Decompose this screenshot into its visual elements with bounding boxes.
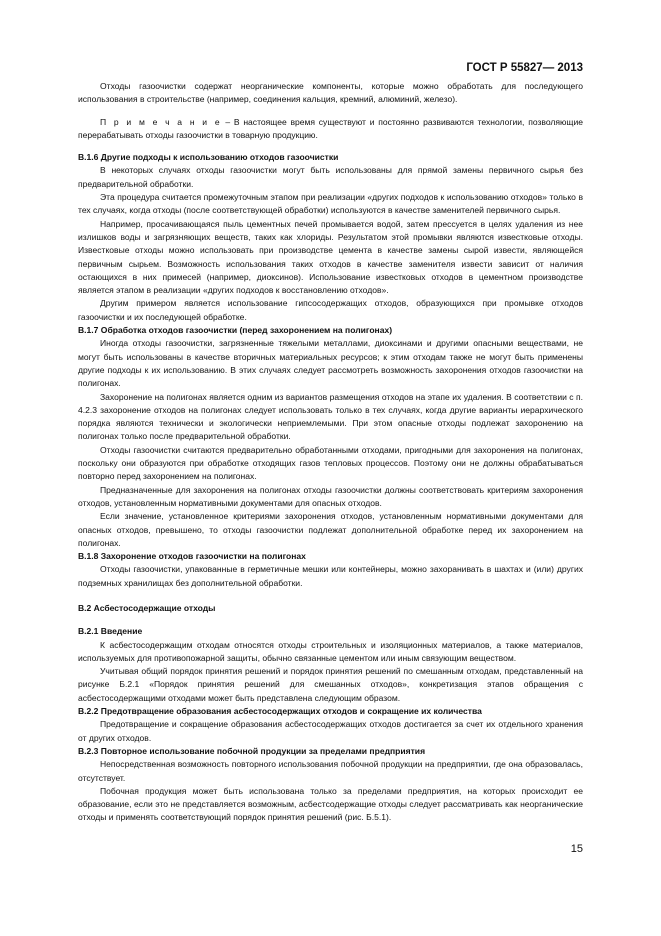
note-text: – В настоящее время существуют и постоянно развиваются технологии, позволяющие перерабатывать отходы газоочистки в товарную продукцию. bbox=[78, 116, 583, 140]
section-heading-b17: В.1.7 Обработка отходов газоочистки (перед захоронением на полигонах) bbox=[78, 325, 393, 336]
paragraph: Учитывая общий порядок принятия решений и порядок принятия решений по смешанным отходам, представленный на рисунке Б.2.1 «Порядок принятия решений для смешанных отходов», конкретизация этапов обращения с асбестосодержащими отходами может быть представлена следующим образом. bbox=[78, 666, 583, 703]
section-heading-b23: В.2.3 Повторное использование побочной продукции за пределами предприятия bbox=[78, 745, 426, 756]
paragraph: Побочная продукция может быть использована только за пределами предприятия, на которых происходит ее образование, если это не представляется возможным, асбестсодержащие отходы следует рассматривать как неорганические отходы и применять соответствующий порядок принятия решений (рис. Б.5.1). bbox=[78, 785, 583, 823]
paragraph: В некоторых случаях отходы газоочистки могут быть использованы для прямой замены первичного сырья без предварительной обработки. bbox=[78, 165, 583, 189]
note-label: П р и м е ч а н и е bbox=[100, 116, 222, 127]
document-header: ГОСТ Р 55827— 2013 bbox=[466, 62, 583, 74]
paragraph: К асбестосодержащим отходам относятся отходы строительных и изоляционных материалов, а также материалов, используемых для противопожарной защиты, обычно связанные цементом или иным связующим веществом. bbox=[78, 639, 583, 663]
paragraph: Предотвращение и сокращение образования асбестосодержащих отходов достигается за счет их отдельного хранения от других отходов. bbox=[78, 719, 583, 743]
section-heading-b21: В.2.1 Введение bbox=[78, 626, 143, 637]
paragraph: Если значение, установленное критериями захоронения отходов, установленным нормативными документами для опасных отходов, превышено, то отходы газоочистки подлежат дополнительной обработке перед их захоронением на полигонах. bbox=[78, 511, 583, 548]
section-heading-b18: В.1.8 Захоронение отходов газоочистки на полигонах bbox=[78, 551, 306, 562]
section-heading-b22: В.2.2 Предотвращение образования асбестосодержащих отходов и сокращение их количества bbox=[78, 706, 482, 717]
page-number: 15 bbox=[570, 843, 583, 855]
paragraph: Другим примером является использование гипсосодержащих отходов, образующихся при промывке отходов газоочистки и их последующей обработке. bbox=[78, 298, 583, 322]
paragraph: Отходы газоочистки содержат неорганические компоненты, которые можно обработать для последующего использования в строительстве (например, соединения кальция, кремний, алюминий, железо). bbox=[78, 81, 583, 105]
paragraph: Предназначенные для захоронения на полигонах отходы газоочистки должны соответствовать критериям захоронения отходов, установленным нормативными документами для опасных отходов. bbox=[78, 484, 583, 508]
paragraph: Отходы газоочистки, упакованные в герметичные мешки или контейнеры, можно захоранивать в шахтах и (или) других подземных хранилищах без дополнительной обработки. bbox=[78, 564, 583, 588]
section-heading-b16: В.1.6 Другие подходы к использованию отходов газоочистки bbox=[78, 152, 339, 163]
section-heading-b2: В.2 Асбестосодержащие отходы bbox=[78, 602, 216, 613]
document-body bbox=[78, 80, 583, 825]
paragraph: Эта процедура считается промежуточным этапом при реализации «других подходов к использованию отходов» только в тех случаях, когда отходы (после соответствующей обработки) используются в качестве заменителей первичного сырья. bbox=[78, 192, 583, 216]
paragraph: Непосредственная возможность повторного использования побочной продукции на предприятии, где она образовалась, отсутствует. bbox=[78, 759, 583, 783]
note-paragraph bbox=[78, 116, 583, 143]
paragraph: Захоронение на полигонах является одним из вариантов размещения отходов на этапе их удаления. В соответствии с п. 4.2.3 захоронение отходов на полигонах следует использовать только в тех случаях, когда другие варианты иерархического порядка являются технически и экологически неприемлемыми. При этом опасные отходы подлежат захоронению на полигонах только после предварительной обработки. bbox=[78, 391, 583, 442]
paragraph: Например, просачивающаяся пыль цементных печей промывается водой, затем прессуется в целях удаления из нее излишков воды и загрязняющих веществ, таких как хлориды. Результатом этой промывки являются известковые отходы. Известковые отходы можно использовать при производстве цемента в качестве замены сырой извести, являющейся первичным сырьем. Возможность использования таких отходов в качестве заменителя извести зависит от наличия остающихся в них примесей (например, диоксинов). Использование известковых отходов в цементном производстве является этапом в реализации «других подходов к восстановлению отходов». bbox=[78, 218, 583, 296]
paragraph: Отходы газоочистки считаются предварительно обработанными отходами, пригодными для захоронения на полигонах, поскольку они образуются при обработке отходящих газов тепловых процессов. Поэтому они не должны обрабатываться повторно перед захоронением на полигонах. bbox=[78, 444, 583, 482]
paragraph: Иногда отходы газоочистки, загрязненные тяжелыми металлами, диоксинами и другими опасными веществами, не могут быть использованы в качестве вторичных материальных ресурсов; к этим отходам также не могут быть применены другие подходы к их использованию. В этих случаях следует рассмотреть возможность захоронения отходов газоочистки на полигонах. bbox=[78, 338, 583, 389]
